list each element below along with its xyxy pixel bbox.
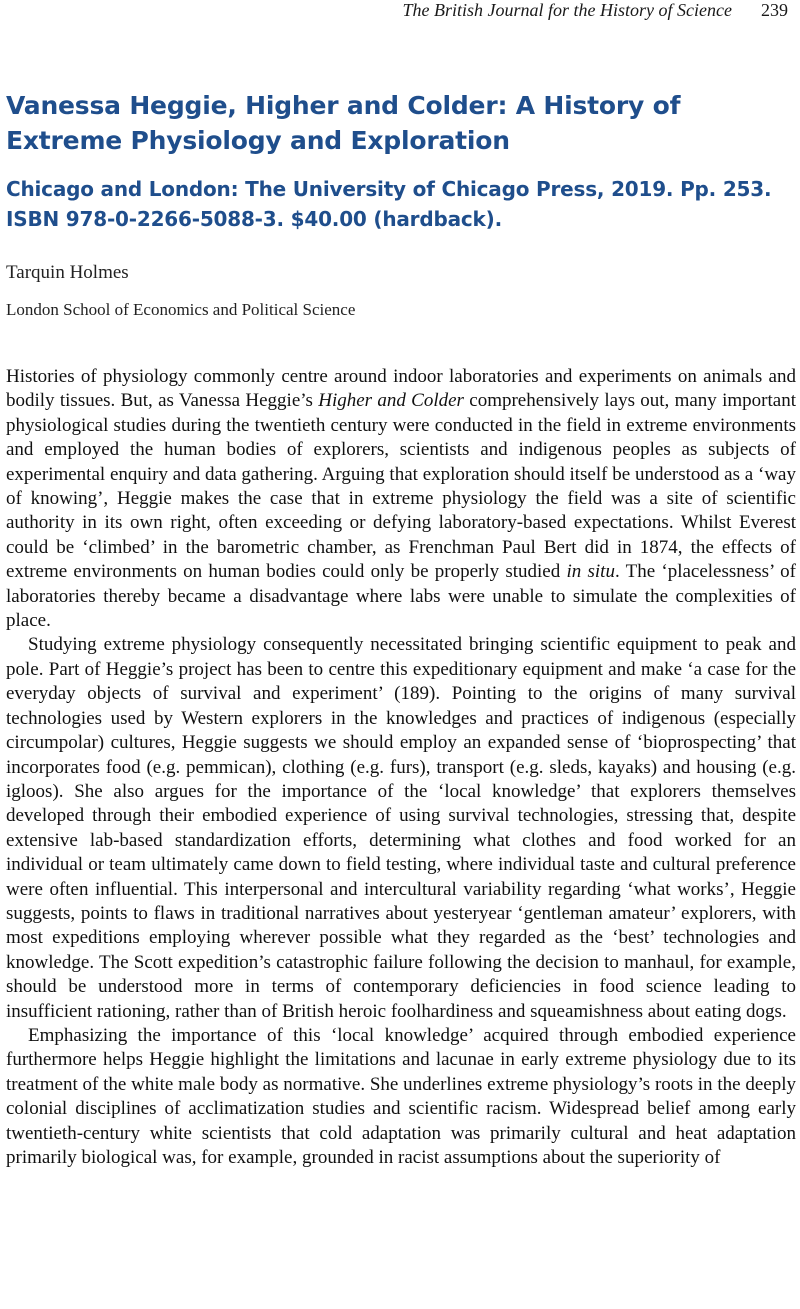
- review-body: [6, 365, 796, 1170]
- paragraph-2: Studying extreme physiology consequently necessitated bringing scientific equipment to peak and pole. Part of Heggie’s project has been to centre this expeditionary equipment and make ‘a case for the everyday objects of survival and experiment’ (189). Pointing to the origins of many survival technologies used by Western explorers in the knowledges and practices of indigenous (especially circumpolar) cultures, Heggie suggests we should employ an expanded sense of ‘bioprospecting’ that incorporates food (e.g. pemmican), clothing (e.g. furs), transport (e.g. sleds, kayaks) and housing (e.g. igloos). She also argues for the importance of the ‘local knowledge’ that explorers themselves developed through their embodied experience of using survival technologies, stressing that, despite extensive lab-based standardization efforts, determining what clothes and food worked for an individual or team ultimately came down to field testing, where individual taste and cultural preference were often influential. This interpersonal and intercultural variability regarding ‘what works’, Heggie suggests, points to flaws in traditional narratives about yesteryear ‘gentleman amateur’ explorers, with most expeditions employing wherever possible what they regarded as the ‘best’ technologies and knowledge. The Scott expedition’s catastrophic failure following the decision to manhaul, for example, should be understood more in terms of contemporary deficiencies in food science leading to insufficient rationing, rather than of British heroic foolhardiness and squeamishness about eating dogs.: [6, 634, 796, 1022]
- p1-text-a: Histories of physiology commonly centre around indoor laboratories and experiments on animals and bodily tissues. But, as Vanessa Heggie’s: [6, 366, 796, 412]
- journal-title: The British Journal for the History of Science: [402, 0, 732, 20]
- publication-details: Chicago and London: The University of Chicago Press, 2019. Pp. 253. ISBN 978-0-2266-5088-3. $40.00 (hardback).: [6, 177, 772, 231]
- running-header: [0, 0, 800, 22]
- review-author: Tarquin Holmes: [6, 262, 129, 283]
- paragraph-3: Emphasizing the importance of this ‘local knowledge’ acquired through embodied experience furthermore helps Heggie highlight the limitations and lacunae in early extreme physiology due to its treatment of the white male body as normative. She underlines extreme physiology’s roots in the deeply colonial disciplines of acclimatization studies and scientific racism. Widespread belief among early twentieth-century white scientists that cold adaptation was primarily cultural and heat adaptation primarily biological was, for example, grounded in racist assumptions about the superiority of: [6, 1024, 796, 1168]
- p1-text-b: comprehensively lays out, many important physiological studies during the twentieth century were conducted in the field in extreme environments and employed the human bodies of explorers, scientists and indigenous peoples as subjects of experimental enquiry and data gathering. Arguing that exploration should itself be understood as a ‘way of knowing’, Heggie makes the case that in extreme physiology the field was a site of scientific authority in its own right, often exceeding or defying laboratory-based expectations. Whilst Everest could be ‘climbed’ in the barometric chamber, as Frenchman Paul Bert did in 1874, the effects of extreme environments on human bodies could only be properly studied: [6, 390, 796, 583]
- review-title: Vanessa Heggie, Higher and Colder: A History of Extreme Physiology and Exploration: [6, 91, 681, 155]
- paragraph-1: [6, 365, 796, 633]
- in-situ-italic: in situ: [566, 561, 615, 583]
- book-title-italic: Higher and Colder: [318, 390, 464, 412]
- page-number: 239: [761, 0, 788, 20]
- p1-text-c: . The ‘placelessness’ of laboratories thereby became a disadvantage where labs were unable to simulate the complexities of place.: [6, 561, 796, 632]
- author-affiliation: London School of Economics and Political Science: [6, 300, 356, 319]
